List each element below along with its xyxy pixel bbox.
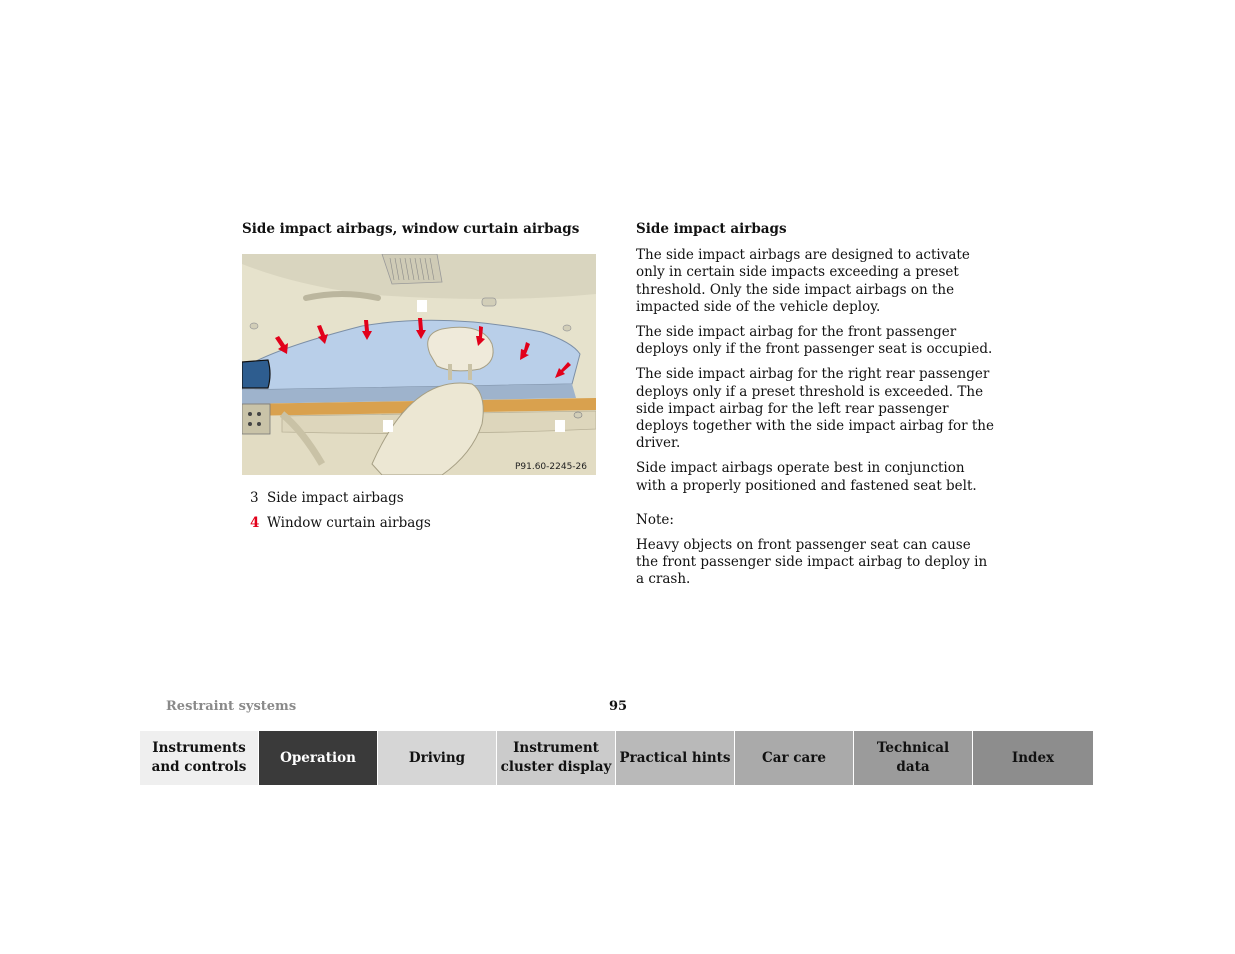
section-heading: Side impact airbags, window curtain airbags — [242, 221, 580, 237]
chapter-nav — [140, 731, 1095, 785]
nav-tab-car-care[interactable]: Car care — [735, 731, 854, 785]
body-paragraph: Side impact airbags operate best in conjunction with a properly positioned and fastened seat belt. — [636, 460, 977, 494]
nav-tab-index[interactable]: Index — [973, 731, 1093, 785]
figure-code: P91.60-2245-26 — [514, 462, 587, 472]
body-paragraph: The side impact airbag for the front passenger deploys only if the front passenger seat is occupied. — [636, 324, 993, 358]
legend-item — [250, 515, 431, 540]
airbag-illustration — [242, 254, 596, 475]
figure-legend — [250, 490, 431, 540]
nav-tab-practical-hints[interactable]: Practical hints — [616, 731, 735, 785]
legend-item — [250, 490, 431, 515]
note-text: Heavy objects on front passenger seat can cause the front passenger side impact airbag to deploy in a crash. — [636, 537, 988, 588]
nav-tab-driving[interactable]: Driving — [378, 731, 497, 785]
note-label: Note: — [636, 511, 674, 528]
sunroof-grille — [382, 254, 442, 284]
car-interior-drawing — [242, 254, 596, 475]
page-number: 95 — [608, 699, 628, 714]
nav-tab-instruments-and-controls[interactable]: Instruments and controls — [140, 731, 259, 785]
legend-number: 4 — [250, 515, 260, 531]
legend-label: Side impact airbags — [267, 490, 404, 506]
body-paragraph: The side impact airbags are designed to activate only in certain side impacts exceeding a preset threshold. Only the side impact airbags on the impacted side of the vehicle deploy. — [636, 247, 970, 315]
legend-label: Window curtain airbags — [267, 515, 431, 531]
body-paragraph: The side impact airbag for the right rear passenger deploys only if a preset threshold is exceeded. The side impact airbag for the left rear passenger deploys together with the side impact airbag for the driver. — [636, 366, 994, 452]
footer-section-title: Restraint systems — [166, 699, 297, 714]
nav-tab-technical-data[interactable]: Technical data — [854, 731, 973, 785]
subsection-heading: Side impact airbags — [636, 221, 787, 237]
legend-number: 3 — [250, 490, 259, 506]
nav-tab-instrument-cluster-display[interactable]: Instrument cluster display — [497, 731, 616, 785]
nav-tab-operation[interactable]: Operation — [259, 731, 378, 785]
text-column — [636, 221, 996, 597]
